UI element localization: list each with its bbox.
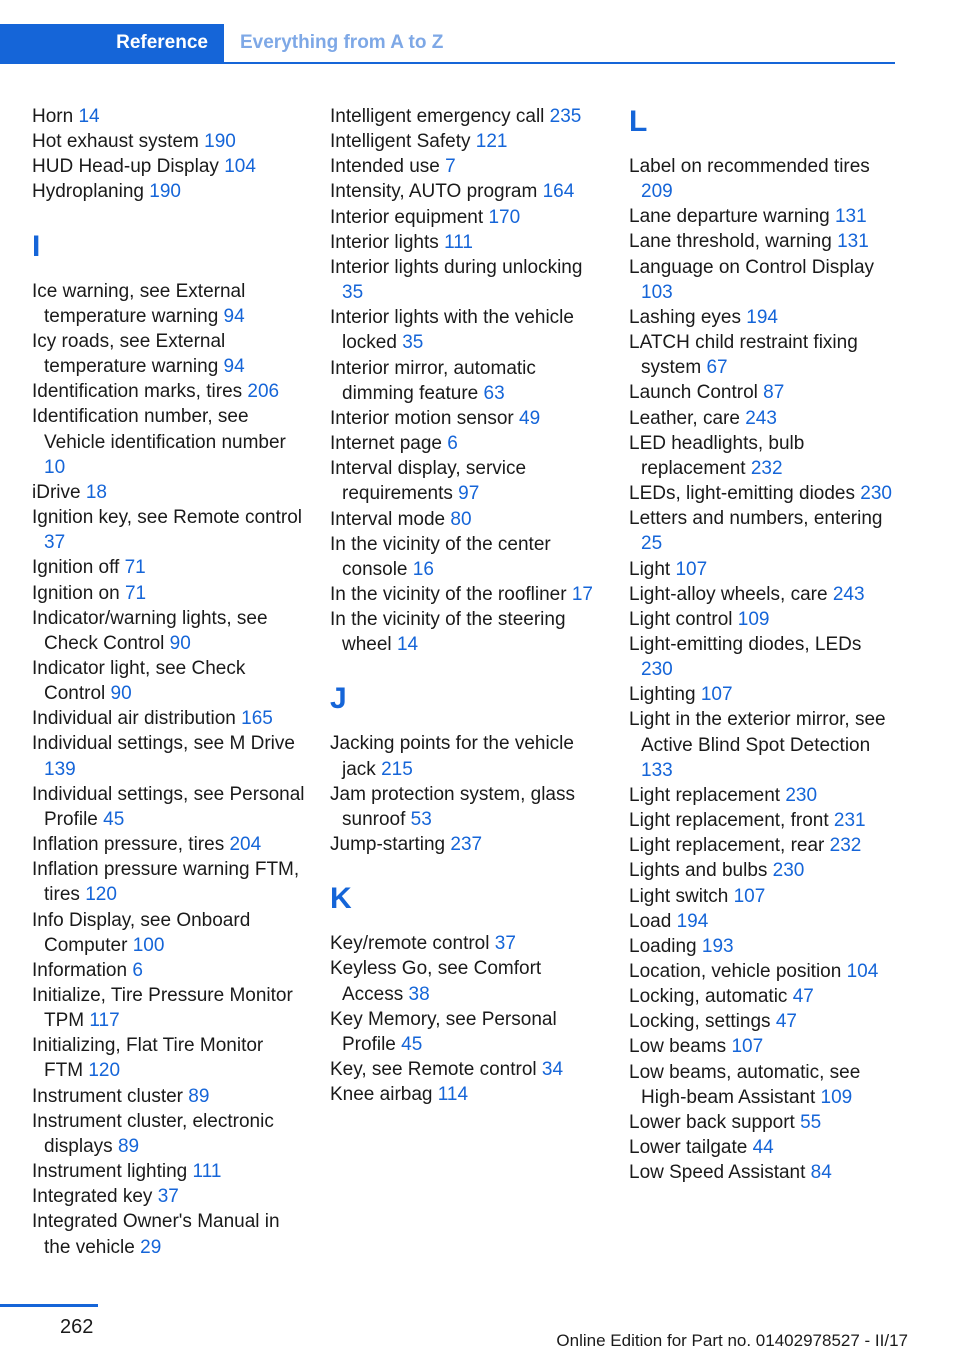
index-entry bbox=[330, 205, 605, 230]
page-reference-link[interactable]: 206 bbox=[247, 381, 280, 403]
index-entry-text: Jacking points for the vehicle jack bbox=[330, 733, 574, 780]
index-entry-text: Interval mode bbox=[330, 508, 446, 530]
index-entry bbox=[32, 1159, 307, 1184]
index-entry-text: Load bbox=[629, 910, 672, 932]
index-entry-text: iDrive bbox=[32, 481, 81, 503]
page-reference-link[interactable]: 215 bbox=[381, 758, 413, 780]
index-entry-text: Intensity, AUTO program bbox=[330, 181, 538, 203]
page-reference-link[interactable]: 232 bbox=[829, 835, 862, 857]
page-reference-link[interactable]: 25 bbox=[641, 533, 663, 555]
page-reference-link[interactable]: 45 bbox=[103, 808, 125, 830]
index-entry-text: Light control bbox=[629, 608, 733, 630]
index-entry-text: Locking, settings bbox=[629, 1011, 771, 1033]
page-reference-link[interactable]: 194 bbox=[746, 306, 778, 328]
index-entry-text: Location, vehicle position bbox=[629, 961, 842, 982]
index-entry-text: Lower back support bbox=[629, 1111, 795, 1133]
index-entry-text: Lane threshold, warning bbox=[629, 231, 832, 253]
index-entry bbox=[629, 833, 897, 858]
index-entry-text: Intelligent Safety bbox=[330, 131, 471, 153]
page-reference-link[interactable]: 14 bbox=[78, 106, 100, 127]
index-entry bbox=[330, 507, 605, 532]
index-entry bbox=[629, 1060, 897, 1110]
index-entry bbox=[32, 154, 307, 179]
index-entry bbox=[629, 959, 897, 984]
index-entry bbox=[330, 230, 605, 255]
index-entry-text: Instrument cluster bbox=[32, 1085, 183, 1107]
index-entry bbox=[32, 1084, 307, 1109]
page-reference-link[interactable]: 38 bbox=[408, 983, 430, 1005]
index-entry bbox=[629, 229, 897, 254]
page-reference-link[interactable]: 67 bbox=[706, 357, 728, 379]
index-column-2 bbox=[330, 104, 605, 1107]
index-entry-text: Lower tailgate bbox=[629, 1137, 748, 1159]
index-entry-text: Internet page bbox=[330, 433, 442, 455]
index-entry bbox=[32, 1033, 307, 1083]
index-entry bbox=[629, 557, 897, 582]
index-entry-text: In the vicinity of the steering wheel bbox=[330, 609, 566, 656]
page-reference-link[interactable]: 45 bbox=[401, 1033, 423, 1055]
index-entry bbox=[629, 582, 897, 607]
page-reference-link[interactable]: 100 bbox=[132, 934, 165, 956]
index-entry bbox=[330, 456, 605, 506]
page-reference-link[interactable]: 131 bbox=[837, 231, 869, 253]
page-reference-link[interactable]: 109 bbox=[737, 608, 770, 630]
subsection-title: Everything from A to Z bbox=[240, 32, 444, 53]
index-entry-text: Leather, care bbox=[629, 407, 740, 429]
page-reference-link[interactable]: 107 bbox=[733, 885, 766, 907]
index-entry-text: Interior motion sensor bbox=[330, 407, 514, 429]
page-reference-link[interactable]: 230 bbox=[641, 659, 673, 681]
index-entry bbox=[629, 632, 897, 682]
page-reference-link[interactable]: 230 bbox=[860, 483, 892, 505]
index-entry bbox=[330, 1057, 605, 1082]
index-entry-text: Key Memory, see Personal Profile bbox=[330, 1008, 557, 1055]
page-reference-link[interactable]: 104 bbox=[224, 156, 256, 178]
index-entry-text: Ignition on bbox=[32, 582, 120, 604]
index-entry bbox=[32, 179, 307, 204]
index-entry bbox=[330, 104, 605, 129]
page-reference-link[interactable]: 230 bbox=[772, 860, 805, 882]
index-entry bbox=[32, 581, 307, 606]
index-entry-text: Low beams bbox=[629, 1036, 727, 1058]
index-entry bbox=[629, 783, 897, 808]
page-reference-link[interactable]: 243 bbox=[745, 407, 777, 429]
index-entry bbox=[330, 832, 605, 857]
index-entry-text: In the vicinity of the roofliner bbox=[330, 583, 567, 605]
index-entry bbox=[330, 582, 605, 607]
index-entry bbox=[32, 731, 307, 781]
index-entry-text: Low Speed Assistant bbox=[629, 1162, 806, 1184]
index-entry bbox=[629, 607, 897, 632]
page-reference-link[interactable]: 7 bbox=[445, 156, 456, 178]
page-reference-link[interactable]: 111 bbox=[444, 231, 473, 253]
index-entry bbox=[629, 204, 897, 229]
index-letter-heading: J bbox=[330, 682, 347, 716]
index-entry bbox=[330, 1082, 605, 1107]
index-entry bbox=[629, 1110, 897, 1135]
index-entry-text: Language on Control Display bbox=[629, 256, 875, 278]
page-reference-link[interactable]: 84 bbox=[810, 1162, 832, 1184]
index-entry bbox=[32, 706, 307, 731]
index-entry bbox=[330, 255, 605, 305]
page-reference-link[interactable]: 243 bbox=[832, 583, 865, 605]
index-letter-heading: I bbox=[32, 229, 41, 263]
index-entry-text: Hot exhaust system bbox=[32, 131, 199, 153]
page-reference-link[interactable]: 6 bbox=[447, 433, 458, 455]
index-entry-text: Lashing eyes bbox=[629, 306, 741, 328]
index-entry-text: Light in the exterior mirror, see Active Blind Spot Detection bbox=[629, 709, 886, 756]
index-entry bbox=[629, 406, 897, 431]
index-entry-text: Identification marks, tires bbox=[32, 381, 243, 403]
page-reference-link[interactable]: 231 bbox=[833, 810, 866, 832]
index-entry-text: Interior lights bbox=[330, 231, 439, 253]
page-reference-link[interactable]: 139 bbox=[44, 758, 76, 780]
page-reference-link[interactable]: 49 bbox=[519, 407, 541, 429]
index-entry-text: Intended use bbox=[330, 156, 440, 178]
index-letter-heading: L bbox=[629, 105, 648, 138]
page-reference-link[interactable]: 18 bbox=[85, 481, 107, 503]
page-reference-link[interactable]: 117 bbox=[89, 1010, 120, 1032]
index-entry bbox=[629, 1034, 897, 1059]
index-entry-text: Instrument lighting bbox=[32, 1161, 188, 1183]
index-entry bbox=[32, 656, 307, 706]
page-reference-link[interactable]: 193 bbox=[701, 935, 734, 957]
index-entry bbox=[629, 808, 897, 833]
index-entry bbox=[330, 129, 605, 154]
index-entry bbox=[629, 1160, 897, 1185]
index-entry bbox=[629, 154, 897, 204]
index-entry bbox=[629, 380, 897, 405]
index-entry bbox=[330, 782, 605, 832]
page-reference-link[interactable]: 55 bbox=[800, 1111, 822, 1133]
index-entry-text: Jam protection system, glass sunroof bbox=[330, 783, 575, 830]
index-entry-text: Light-alloy wheels, care bbox=[629, 583, 828, 605]
index-entry bbox=[629, 431, 897, 481]
index-entry-text: Initializing, Flat Tire Monitor FTM bbox=[32, 1035, 264, 1082]
index-entry bbox=[32, 908, 307, 958]
page-reference-link[interactable]: 89 bbox=[117, 1135, 140, 1157]
footer-rule bbox=[0, 1304, 98, 1307]
page-reference-link[interactable]: 235 bbox=[549, 106, 582, 127]
index-entry-text: Individual settings, see M Drive bbox=[32, 733, 295, 755]
page-reference-link[interactable]: 107 bbox=[731, 1036, 764, 1058]
index-entry-text: Ignition key, see Remote control bbox=[32, 507, 303, 529]
index-entry-text: Light replacement, rear bbox=[629, 835, 825, 857]
index-entry bbox=[32, 1209, 307, 1259]
page-reference-link[interactable]: 107 bbox=[700, 684, 733, 706]
index-entry bbox=[32, 379, 307, 404]
index-entry bbox=[32, 832, 307, 857]
index-entry-text: Key, see Remote control bbox=[330, 1059, 537, 1080]
index-entry-text: Ignition off bbox=[32, 557, 120, 579]
page-number: 262 bbox=[60, 1316, 94, 1338]
index-entry bbox=[629, 330, 897, 380]
index-entry-text: Launch Control bbox=[629, 382, 758, 404]
index-column-1 bbox=[32, 104, 307, 1260]
index-entry-text: Lights and bulbs bbox=[629, 860, 768, 882]
index-entry bbox=[330, 179, 605, 204]
index-entry-text: Label on recommended tires bbox=[629, 156, 870, 177]
index-entry-text: Info Display, see Onboard Computer bbox=[32, 909, 251, 956]
index-entry-text: Individual air distribution bbox=[32, 708, 236, 730]
index-entry-text: Lighting bbox=[629, 684, 696, 706]
header-bar bbox=[0, 24, 895, 64]
edition-note: Online Edition for Part no. 01402978527 - II/17 bbox=[556, 1331, 908, 1350]
page-reference-link[interactable]: 37 bbox=[494, 933, 516, 955]
page-reference-link[interactable]: 53 bbox=[410, 808, 432, 830]
page-reference-link[interactable]: 10 bbox=[44, 456, 66, 478]
page-reference-link[interactable]: 34 bbox=[541, 1059, 564, 1080]
page-reference-link[interactable]: 111 bbox=[192, 1161, 222, 1183]
index-entry-text: Indicator/warning lights, see Check Control bbox=[32, 607, 268, 654]
page-reference-link[interactable]: 131 bbox=[834, 206, 867, 228]
index-entry bbox=[629, 481, 897, 506]
index-entry bbox=[629, 255, 897, 305]
page-reference-link[interactable]: 121 bbox=[475, 131, 508, 153]
index-entry-text: Lane departure warning bbox=[629, 206, 830, 228]
index-entry bbox=[330, 931, 605, 956]
index-entry-text: Horn bbox=[32, 106, 74, 127]
index-entry-text: HUD Head-up Display bbox=[32, 156, 219, 178]
page-reference-link[interactable]: 71 bbox=[124, 582, 147, 604]
index-entry-text: Key/remote control bbox=[330, 933, 490, 955]
page-reference-link[interactable]: 37 bbox=[44, 532, 66, 554]
page-reference-link[interactable]: 230 bbox=[785, 784, 818, 806]
index-entry-text: Light bbox=[629, 558, 671, 580]
index-entry-text: In the vicinity of the center console bbox=[330, 533, 551, 580]
page-reference-link[interactable]: 94 bbox=[223, 356, 245, 378]
index-entry bbox=[32, 983, 307, 1033]
page-reference-link[interactable]: 6 bbox=[132, 959, 143, 981]
index-entry-text: Individual settings, see Personal Profile bbox=[32, 783, 305, 830]
index-entry bbox=[629, 858, 897, 883]
index-entry bbox=[32, 329, 307, 379]
index-entry bbox=[32, 1109, 307, 1159]
page-reference-link[interactable]: 63 bbox=[483, 382, 505, 404]
index-entry-text: Icy roads, see External temperature warning bbox=[32, 330, 226, 378]
index-entry bbox=[629, 1135, 897, 1160]
page-reference-link[interactable]: 120 bbox=[88, 1060, 121, 1082]
index-letter-heading: K bbox=[330, 882, 352, 916]
index-entry bbox=[32, 782, 307, 832]
page-reference-link[interactable]: 89 bbox=[188, 1085, 210, 1107]
index-entry-text: Initialize, Tire Pressure Monitor TPM bbox=[32, 985, 293, 1032]
page-reference-link[interactable]: 90 bbox=[110, 683, 132, 705]
page-reference-link[interactable]: 109 bbox=[820, 1086, 853, 1108]
page-reference-link[interactable]: 44 bbox=[752, 1137, 774, 1159]
index-entry bbox=[629, 909, 897, 934]
index-entry bbox=[32, 279, 307, 329]
index-entry bbox=[629, 707, 897, 782]
index-entry bbox=[330, 154, 605, 179]
index-entry bbox=[629, 934, 897, 959]
page-reference-link[interactable]: 97 bbox=[458, 483, 480, 505]
page-reference-link[interactable]: 90 bbox=[169, 632, 191, 654]
page-reference-link[interactable]: 16 bbox=[412, 558, 434, 580]
index-entry-text: Integrated Owner's Manual in the vehicle bbox=[32, 1211, 280, 1258]
index-entry bbox=[32, 606, 307, 656]
index-entry bbox=[330, 406, 605, 431]
page-reference-link[interactable]: 87 bbox=[763, 382, 785, 404]
index-entry-text: Knee airbag bbox=[330, 1084, 433, 1106]
index-entry bbox=[629, 682, 897, 707]
page-reference-link[interactable]: 104 bbox=[846, 961, 879, 982]
index-entry bbox=[629, 884, 897, 909]
page-reference-link[interactable]: 133 bbox=[641, 759, 673, 781]
page-reference-link[interactable]: 120 bbox=[85, 884, 117, 906]
index-entry bbox=[32, 404, 307, 479]
page-reference-link[interactable]: 103 bbox=[641, 281, 673, 303]
index-entry-text: Jump-starting bbox=[330, 834, 446, 856]
page-reference-link[interactable]: 14 bbox=[396, 634, 419, 656]
index-entry-text: Letters and numbers, entering bbox=[629, 508, 883, 530]
index-entry bbox=[32, 555, 307, 580]
index-entry-text: Instrument cluster, electronic displays bbox=[32, 1110, 274, 1157]
index-entry-text: Low beams, automatic, see High-beam Assistant bbox=[629, 1061, 861, 1108]
index-entry-text: Light replacement bbox=[629, 784, 781, 806]
index-entry-text: Interior equipment bbox=[330, 206, 484, 228]
index-entry bbox=[32, 129, 307, 154]
index-entry-text: Information bbox=[32, 959, 128, 981]
index-entry-text: LEDs, light-emitting diodes bbox=[629, 483, 855, 505]
index-entry-text: Keyless Go, see Comfort Access bbox=[330, 958, 542, 1005]
page-reference-link[interactable]: 35 bbox=[402, 332, 424, 354]
page-reference-link[interactable]: 190 bbox=[204, 131, 236, 153]
index-entry bbox=[330, 532, 605, 582]
page-reference-link[interactable]: 194 bbox=[676, 910, 709, 932]
index-entry bbox=[32, 857, 307, 907]
page-reference-link[interactable]: 94 bbox=[223, 305, 245, 327]
page-reference-link[interactable]: 47 bbox=[775, 1011, 797, 1033]
index-entry bbox=[629, 984, 897, 1009]
index-entry bbox=[330, 731, 605, 781]
page-reference-link[interactable]: 209 bbox=[641, 181, 673, 203]
index-entry-text: Locking, automatic bbox=[629, 986, 788, 1008]
index-entry bbox=[32, 1184, 307, 1209]
index-entry bbox=[330, 431, 605, 456]
index-entry bbox=[629, 506, 897, 556]
index-entry bbox=[330, 356, 605, 406]
index-entry bbox=[629, 1009, 897, 1034]
index-entry-text: Inflation pressure, tires bbox=[32, 834, 225, 856]
page-reference-link[interactable]: 29 bbox=[140, 1236, 162, 1258]
page-reference-link[interactable]: 204 bbox=[229, 834, 262, 856]
index-entry-text: Interior mirror, automatic dimming feature bbox=[330, 357, 536, 404]
section-tab: Reference bbox=[0, 24, 224, 62]
index-entry-text: Interior lights with the vehicle locked bbox=[330, 307, 574, 354]
page-reference-link[interactable]: 80 bbox=[450, 508, 472, 530]
index-entry bbox=[330, 1007, 605, 1057]
index-entry-text: Integrated key bbox=[32, 1186, 153, 1208]
page-reference-link[interactable]: 170 bbox=[488, 206, 521, 228]
index-entry-text: Loading bbox=[629, 935, 697, 957]
page-reference-link[interactable]: 17 bbox=[571, 583, 593, 605]
index-entry-text: Indicator light, see Check Control bbox=[32, 657, 246, 705]
index-entry-text: LED headlights, bulb replacement bbox=[629, 432, 805, 479]
index-entry-text: Light-emitting diodes, LEDs bbox=[629, 633, 862, 655]
index-column-3 bbox=[629, 104, 897, 1185]
index-entry-text: LATCH child restraint fixing system bbox=[629, 332, 858, 379]
page-reference-link[interactable]: 165 bbox=[241, 708, 273, 730]
index-entry-text: Hydroplaning bbox=[32, 181, 144, 203]
page-reference-link[interactable]: 114 bbox=[437, 1084, 469, 1106]
index-entry-text: Ice warning, see External temperature warning bbox=[32, 280, 246, 327]
index-entry-text: Identification number, see Vehicle identification number bbox=[32, 406, 286, 453]
index-entry bbox=[330, 607, 605, 657]
page-reference-link[interactable]: 71 bbox=[124, 557, 146, 579]
page-reference-link[interactable]: 35 bbox=[342, 282, 364, 304]
page-reference-link[interactable]: 237 bbox=[450, 834, 483, 856]
index-entry-text: Light switch bbox=[629, 885, 729, 907]
index-entry bbox=[330, 956, 605, 1006]
index-entry bbox=[32, 958, 307, 983]
page-reference-link[interactable]: 190 bbox=[149, 181, 181, 203]
page-reference-link[interactable]: 47 bbox=[792, 986, 814, 1008]
page-reference-link[interactable]: 232 bbox=[750, 457, 783, 479]
page-reference-link[interactable]: 164 bbox=[542, 181, 575, 203]
index-entry-text: Interior lights during unlocking bbox=[330, 256, 583, 278]
index-entry bbox=[629, 305, 897, 330]
index-entry-text: Intelligent emergency call bbox=[330, 106, 545, 127]
page-reference-link[interactable]: 107 bbox=[675, 558, 708, 580]
index-entry bbox=[330, 305, 605, 355]
page-reference-link[interactable]: 37 bbox=[157, 1186, 179, 1208]
index-entry bbox=[32, 480, 307, 505]
index-entry bbox=[32, 505, 307, 555]
index-entry-text: Interval display, service requirements bbox=[330, 458, 527, 505]
index-entry-text: Light replacement, front bbox=[629, 810, 829, 832]
index-entry bbox=[32, 104, 307, 129]
index-entry-text: Inflation pressure warning FTM, tires bbox=[32, 859, 300, 906]
